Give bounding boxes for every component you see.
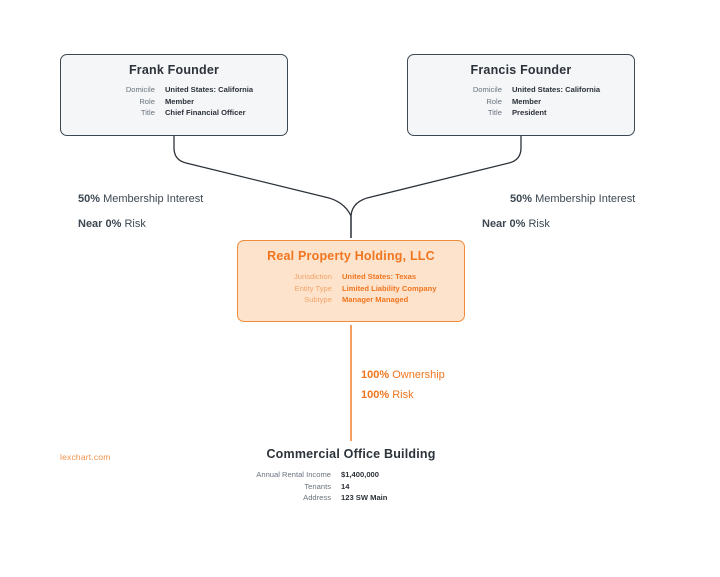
attribute-row [238,294,464,306]
node-asset-title: Commercial Office Building [266,447,436,461]
edge-ownership-label: Ownership [392,369,445,381]
attribute-row [226,481,476,493]
node-entity[interactable] [237,240,465,322]
attribute-row [408,96,634,108]
attribute-key: Role [486,96,502,106]
attribute-row [238,271,464,283]
attribute-value: 14 [341,481,350,491]
node-asset[interactable] [226,447,476,504]
edge-right-interest-pct: 50% [510,193,533,205]
edge-asset-risk-pct: 100% [361,389,390,401]
edge-asset-risk-label: Risk [392,389,414,401]
node-owner-left[interactable] [60,54,288,136]
edge-left-owner-to-entity [174,136,351,238]
attribute-row [61,84,287,96]
attribute-value: $1,400,000 [341,470,380,479]
attribute-row [408,107,634,119]
attribute-row [61,107,287,119]
attribute-row [226,469,476,481]
attribute-row [61,96,287,108]
attribute-row [238,283,464,295]
node-asset-attributes [226,469,476,504]
node-entity-title: Real Property Holding, LLC [267,249,435,263]
attribute-key: Jurisdiction [293,272,332,281]
attribute-value: Manager Managed [341,295,409,304]
node-owner-right-title: Francis Founder [470,63,572,77]
edge-left-interest-pct: 50% [78,193,101,205]
edge-label-right-risk [482,216,550,232]
node-owner-left-attributes [61,84,287,119]
attribute-value: United States: Texas [341,272,417,281]
attribute-key: Subtype [304,295,332,304]
attribute-key: Title [140,108,155,117]
attribute-value: Member [511,96,542,106]
node-owner-right-attributes [408,84,634,119]
attribute-value: 123 SW Main [341,493,388,502]
edge-left-interest-label: Membership Interest [103,193,204,205]
node-owner-right[interactable] [407,54,635,136]
edge-label-left-interest [78,191,203,207]
attribute-value: United States: California [164,85,254,94]
attribute-value: United States: California [511,85,601,94]
attribute-key: Domicile [472,85,502,94]
edge-left-risk-pct: Near 0% [78,218,122,230]
edge-label-ownership [361,367,445,383]
attribute-key: Address [303,493,331,502]
attribute-row [226,492,476,504]
watermark-lexchart[interactable]: lexchart.com [60,452,111,462]
edge-right-interest-label: Membership Interest [535,193,636,205]
attribute-row [408,84,634,96]
attribute-key: Title [487,108,502,117]
attribute-value: Member [164,96,195,106]
edge-right-risk-label: Risk [528,218,550,230]
attribute-value: President [511,108,547,117]
edge-label-asset-risk [361,387,414,403]
edge-left-risk-label: Risk [124,218,146,230]
node-entity-attributes [238,271,464,306]
edge-label-left-risk [78,216,146,232]
node-owner-left-title: Frank Founder [128,63,220,77]
edge-right-risk-pct: Near 0% [482,218,526,230]
attribute-value: Limited Liability Company [341,283,437,293]
attribute-key: Entity Type [294,283,332,293]
attribute-key: Tenants [304,481,331,491]
attribute-key: Annual Rental Income [256,470,331,479]
attribute-key: Role [139,96,155,106]
edge-ownership-pct: 100% [361,369,390,381]
edge-label-right-interest [510,191,635,207]
attribute-key: Domicile [125,85,155,94]
attribute-value: Chief Financial Officer [164,108,246,117]
